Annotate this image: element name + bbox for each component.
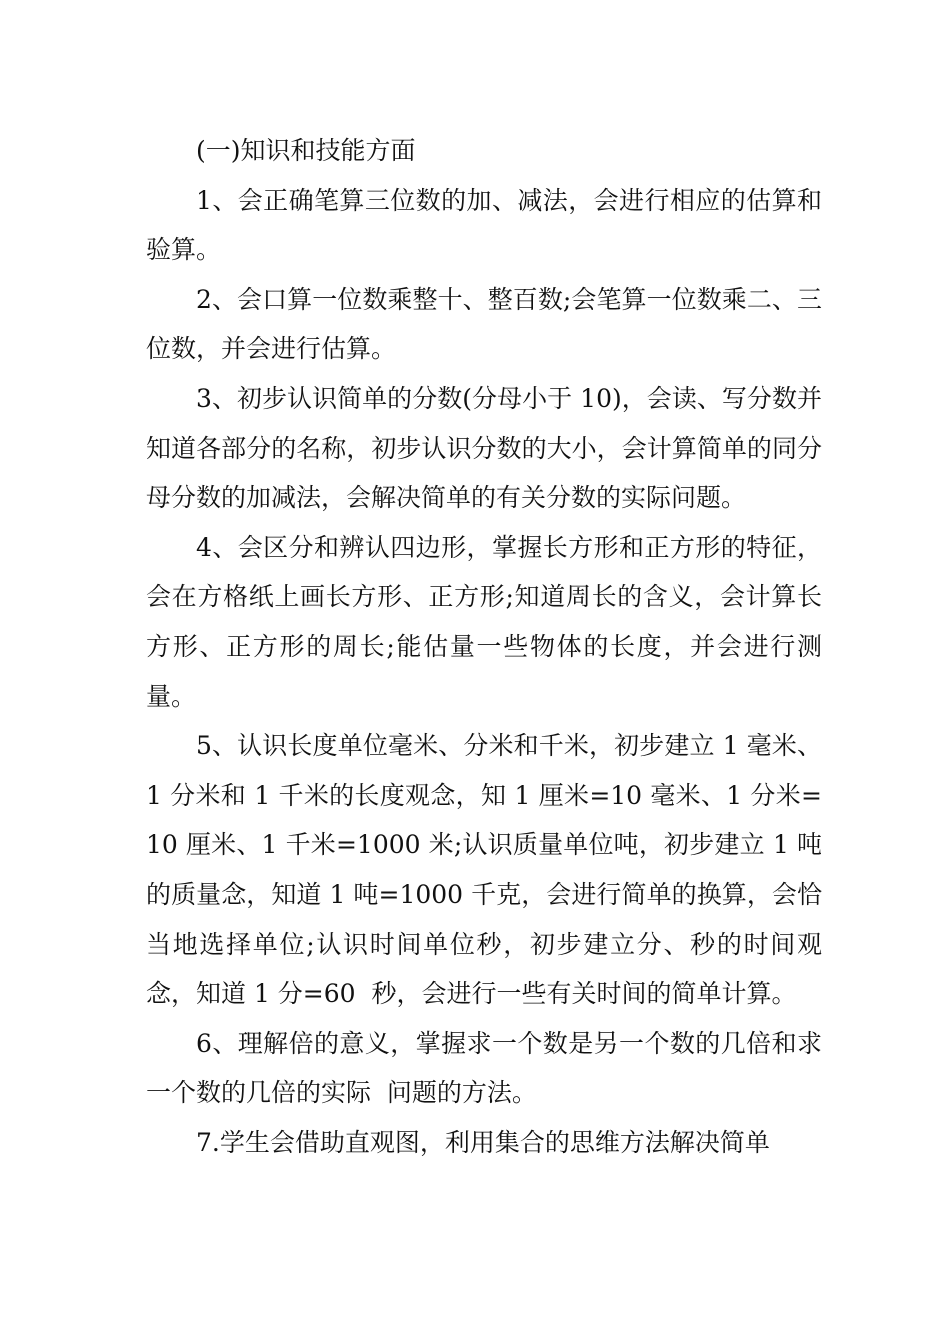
paragraph-6: 6、理解倍的意义，掌握求一个数是另一个数的几倍和求一个数的几倍的实际 问题的方法。 [146, 1028, 822, 1108]
paragraph-1: 1、会正确笔算三位数的加、减法，会进行相应的估算和验算。 [146, 185, 822, 265]
paragraph-7: 7.学生会借助直观图，利用集合的思维方法解决简单 [196, 1127, 770, 1157]
paragraph-4: 4、会区分和辨认四边形，掌握长方形和正方形的特征，会在方格纸上画长方形、正方形;知道周长的含义，会计算长方形、正方形的周长;能估量一些物体的长度，并会进行测量。 [146, 532, 822, 711]
section-heading: (一)知识和技能方面 [196, 136, 416, 165]
document-body [146, 126, 822, 1167]
paragraph-2: 2、会口算一位数乘整十、整百数;会笔算一位数乘二、三位数，并会进行估算。 [146, 284, 822, 364]
paragraph-5: 5、认识长度单位毫米、分米和千米，初步建立 1 毫米、1 分米和 1 千米的长度观念，知 1 厘米=10 毫米、1 分米=10 厘米、1 千米=1000 米;认识质量单位吨，初步建立 1 吨的质量念，知道 1 吨=1000 千克，会进行简单的换算，会恰当地选择单位;认识时间单位秒，初步建立分、秒的时间观念，知道 1 分=60 秒，会进行一些有关时间的简单计算。 [146, 731, 822, 1009]
paragraph-3: 3、初步认识简单的分数(分母小于 10)，会读、写分数并知道各部分的名称，初步认识分数的大小，会计算简单的同分母分数的加减法，会解决简单的有关分数的实际问题。 [146, 383, 822, 513]
